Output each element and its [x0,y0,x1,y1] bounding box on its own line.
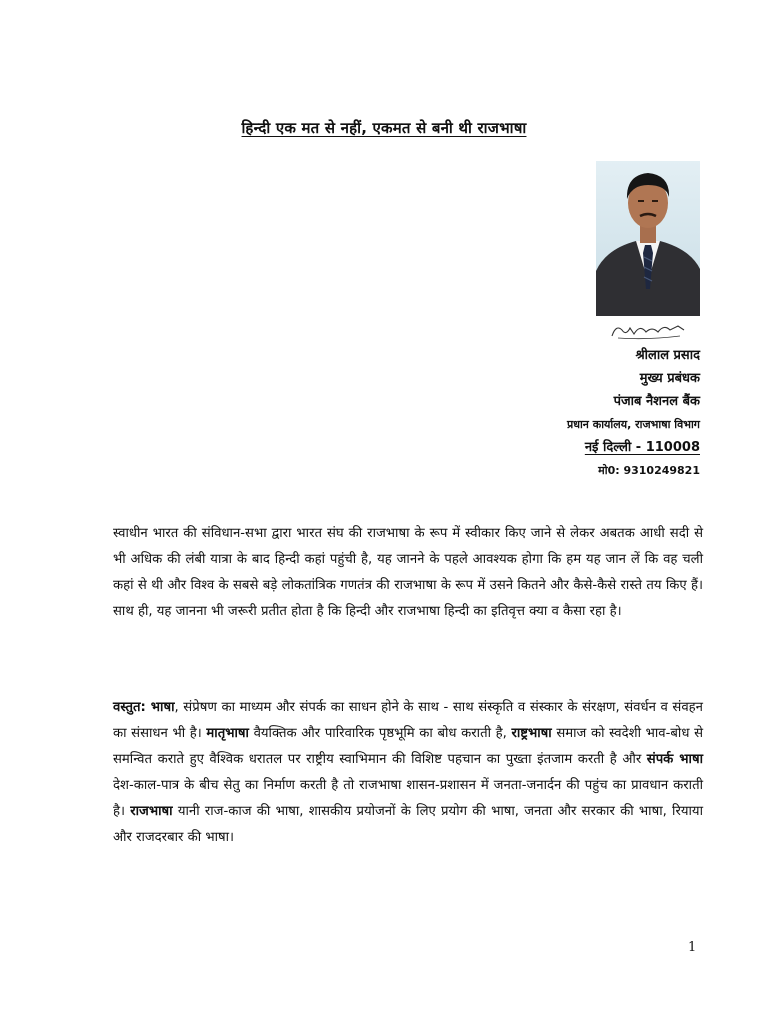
paragraph-text: वैयक्तिक और पारिवारिक पृष्ठभूमि का बोध कराती है, [248,726,512,742]
author-city: नई दिल्ली - 110008 [584,440,700,455]
paragraph-text: देश-काल-पात्र के बीच सेतु का निर्माण करती है तो राजभाषा शासन-प्रशासन में जनता-जनार्दन की पहुंच का प्रावधान कराती है। [113,778,703,820]
paragraph-text: , संप्रेषण का माध्यम और संपर्क का साधन होने के साथ - साथ संस्कृति व संस्कार के संरक्षण, संवर्धन व संवहन का संसाधन भी है। [113,700,703,742]
author-designation: मुख्य प्रबंधक [639,371,700,386]
term-rajbhasha: राजभाषा [130,804,173,820]
article-title-text: हिन्दी एक मत से नहीं, एकमत से बनी थी राजभाषा [241,119,527,137]
author-block [340,344,700,482]
paragraph-text: यानी राज-काज की भाषा, शासकीय प्रयोजनों के लिए प्रयोग की भाषा, जनता और सरकार की भाषा, रियाया और राजदरबार की भाषा। [113,804,703,846]
term-bhasha: वस्तुत: भाषा [113,700,175,716]
author-photo [596,161,700,316]
paragraph-languages [113,695,703,851]
author-name: श्रीलाल प्रसाद [635,348,700,363]
term-matribhasha: मातृभाषा [206,726,249,742]
author-signature [608,318,688,342]
term-rashtrabhasha: राष्ट्रभाषा [511,726,552,742]
term-sampark-bhasha: संपर्क भाषा [646,752,703,768]
page-number: 1 [688,940,697,955]
author-organization: पंजाब नैशनल बैंक [613,394,700,409]
paragraph-intro: स्वाधीन भारत की संविधान-सभा द्वारा भारत संघ की राजभाषा के रूप में स्वीकार किए जाने से लेकर अबतक आधी सदी से भी अधिक की लंबी यात्रा के बाद हिन्दी कहां पहुंची है, यह जानने के पहले आवश्यक होगा कि हम यह जान लें कि वह चली कहां से थी और विश्व के सबसे बड़े लोकतांत्रिक गणतंत्र की राजभाषा के रूप में उसने कितने और कैसे-कैसे रास्ते तय किए हैं। साथ ही, यह जानना भी जरूरी प्रतीत होता है कि हिन्दी और राजभाषा हिन्दी का इतिवृत्त क्या व कैसा रहा है। [113,526,703,620]
article-title [0,118,768,138]
author-phone: मो0: 9310249821 [598,464,700,477]
paragraph-text: समाज को स्वदेशी भाव-बोध से समन्वित कराते हुए वैश्विक धरातल पर राष्ट्रीय स्वाभिमान की विशिष्ट पहचान का पुख्ता इंतजाम करती है और [113,726,703,768]
author-department: प्रधान कार्यालय, राजभाषा विभाग [566,418,700,431]
